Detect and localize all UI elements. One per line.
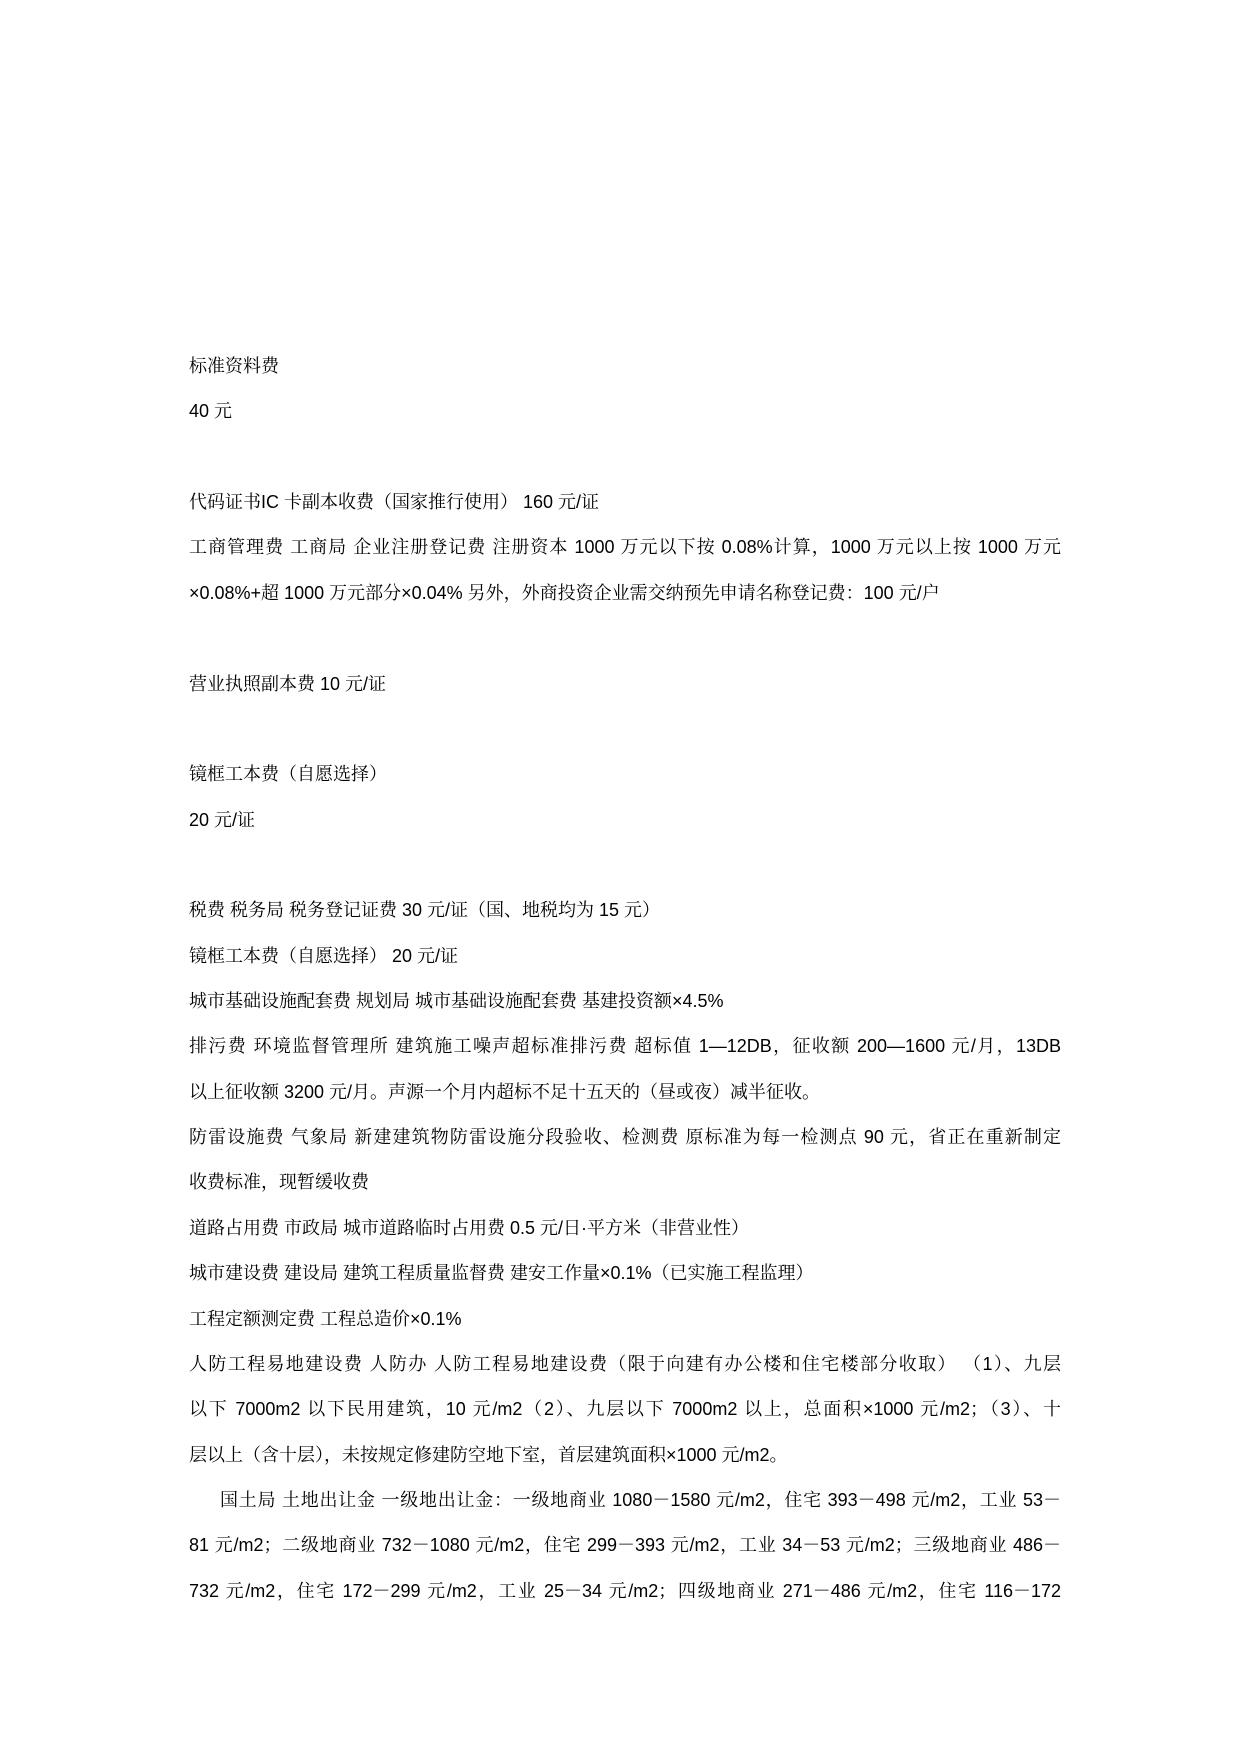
- paragraph-spacer: [189, 616, 1061, 661]
- text-line: 防雷设施费 气象局 新建建筑物防雷设施分段验收、检测费 原标准为每一检测点 90 元，省正在重新制定: [189, 1127, 1061, 1148]
- text-line: 工商管理费 工商局 企业注册登记费 注册资本 1000 万元以下按 0.08%计算，1000 万元以上按 1000 万元: [189, 537, 1061, 558]
- paragraph: [189, 798, 1061, 843]
- text-line: 代码证书IC 卡副本收费（国家推行使用） 160 元/证: [189, 492, 600, 513]
- document-body: [189, 344, 1061, 1614]
- paragraph-spacer: [189, 435, 1061, 480]
- text-line: 工程定额测定费 工程总造价×0.1%: [189, 1308, 462, 1329]
- text-line: 排污费 环境监督管理所 建筑施工噪声超标准排污费 超标值 1—12DB，征收额 200—1600 元/月，13DB: [189, 1036, 1061, 1057]
- text-line: 40 元: [189, 401, 233, 422]
- paragraph: [189, 1297, 1061, 1342]
- paragraph: [189, 1206, 1061, 1251]
- text-line: 81 元/m2；二级地商业 732－1080 元/m2，住宅 299－393 元/m2，工业 34－53 元/m2；三级地商业 486－: [189, 1535, 1061, 1556]
- paragraph-spacer: [189, 843, 1061, 888]
- paragraph: [189, 525, 1061, 616]
- text-line: 营业执照副本费 10 元/证: [189, 673, 387, 694]
- text-line: 以下 7000m2 以下民用建筑，10 元/m2（2）、九层以下 7000m2 以上，总面积×1000 元/m2；（3）、十: [189, 1399, 1061, 1420]
- paragraph: [189, 979, 1061, 1024]
- text-line: 732 元/m2，住宅 172－299 元/m2，工业 25－34 元/m2；四级地商业 271－486 元/m2，住宅 116－172: [189, 1580, 1061, 1601]
- paragraph: [189, 480, 1061, 525]
- paragraph: [189, 1115, 1061, 1206]
- text-line: 镜框工本费（自愿选择） 20 元/证: [189, 945, 459, 966]
- paragraph: [189, 888, 1061, 933]
- paragraph-spacer: [189, 707, 1061, 752]
- paragraph: [189, 1342, 1061, 1478]
- text-line: 城市建设费 建设局 建筑工程质量监督费 建安工作量×0.1%（已实施工程监理）: [189, 1263, 814, 1284]
- paragraph: [189, 752, 1061, 797]
- text-line: ×0.08%+超 1000 万元部分×0.04% 另外，外商投资企业需交纳预先申请名称登记费：100 元/户: [189, 582, 940, 603]
- text-line: 税费 税务局 税务登记证费 30 元/证（国、地税均为 15 元）: [189, 900, 661, 921]
- paragraph: [189, 934, 1061, 979]
- text-line: 道路占用费 市政局 城市道路临时占用费 0.5 元/日·平方米（非营业性）: [189, 1217, 750, 1238]
- paragraph: [189, 1478, 1061, 1614]
- text-line: 层以上（含十层），未按规定修建防空地下室，首层建筑面积×1000 元/m2。: [189, 1444, 788, 1465]
- text-line: 国土局 土地出让金 一级地出让金：一级地商业 1080－1580 元/m2，住宅 393－498 元/m2，工业 53－: [220, 1489, 1061, 1510]
- paragraph: [189, 389, 1061, 434]
- text-line: 城市基础设施配套费 规划局 城市基础设施配套费 基建投资额×4.5%: [189, 991, 724, 1012]
- text-line: 人防工程易地建设费 人防办 人防工程易地建设费（限于向建有办公楼和住宅楼部分收取） （1）、九层: [189, 1353, 1061, 1374]
- text-line: 标准资料费: [189, 356, 279, 376]
- paragraph: [189, 344, 1061, 389]
- paragraph: [189, 1024, 1061, 1115]
- paragraph: [189, 662, 1061, 707]
- paragraph: [189, 1251, 1061, 1296]
- text-line: 收费标准，现暂缓收费: [189, 1172, 369, 1193]
- text-line: 镜框工本费（自愿选择）: [189, 764, 387, 785]
- text-line: 20 元/证: [189, 809, 256, 830]
- text-line: 以上征收额 3200 元/月。声源一个月内超标不足十五天的（昼或夜）减半征收。: [189, 1081, 821, 1102]
